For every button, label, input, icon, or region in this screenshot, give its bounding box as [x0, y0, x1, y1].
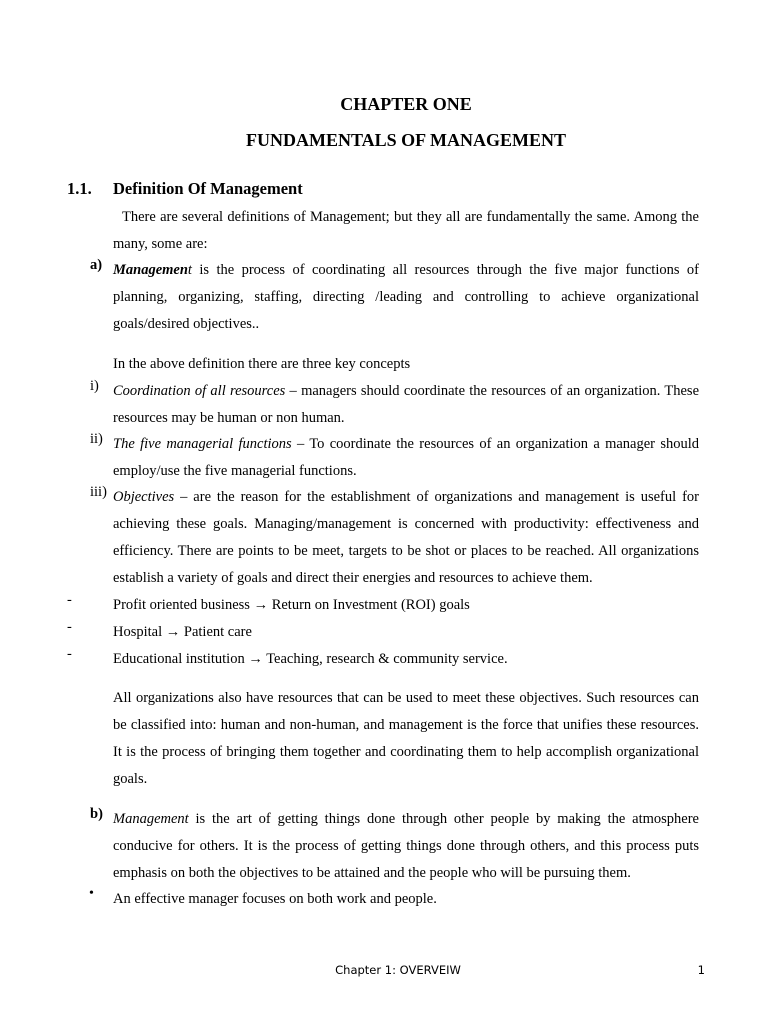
definition-a-term-end: t	[187, 262, 192, 278]
definition-a-paragraph	[113, 257, 699, 338]
example-3	[113, 646, 699, 673]
concept-3-marker: iii)	[90, 484, 107, 500]
section-number: 1.1.	[67, 179, 92, 198]
example-3-to: Teaching, research & community service.	[266, 651, 508, 667]
arrow-icon: →	[248, 651, 263, 667]
concept-3-paragraph	[113, 484, 699, 592]
example-2-to: Patient care	[183, 624, 252, 640]
concept-1-text: – managers should coordinate the resources of an organization. These resources may be human or non human.	[113, 383, 700, 426]
definition-b-marker: b)	[90, 806, 103, 822]
definition-a-marker: a)	[90, 257, 103, 273]
example-2-from: Hospital	[113, 624, 163, 640]
arrow-icon: →	[253, 597, 269, 613]
definition-b-text: is the art of getting things done through other people by making the atmosphere conducive for others. It is the process of getting things done through others, and this process puts emphasis on both the objectives to be attained and the people who will be pursuing them.	[113, 811, 699, 881]
key-concepts-intro: In the above definition there are three key concepts	[113, 356, 411, 372]
definition-a-term: Managemen	[113, 262, 188, 278]
example-1-dash: -	[67, 592, 72, 608]
resources-paragraph: All organizations also have resources that can be used to meet these objectives. Such resources can be classified into: human and non-human, and management is the force that unifies these resources. It is the process of bringing them together and coordinating them to help accomplish organizational goals.	[113, 690, 699, 787]
arrow-icon: →	[165, 624, 181, 640]
concept-3-term: Objectives	[113, 489, 175, 505]
concept-2-text: – To coordinate the resources of an organization a manager should employ/use the five managerial functions.	[113, 436, 699, 479]
definition-b-term: Management	[113, 811, 189, 827]
page-number: 1	[697, 963, 705, 977]
concept-3-text: – are the reason for the establishment of organizations and management is useful for achieving these goals. Managing/management is concerned with productivity: effectiveness and efficiency. There are points to be meet, targets to be shot or places to be reached. All organizations establish a variety of goals and direct their energies and resources to achieve them.	[113, 489, 699, 586]
document-title: FUNDAMENTALS OF MANAGEMENT	[246, 130, 566, 150]
definition-a-text: is the process of coordinating all resources through the five major functions of planning, organizing, staffing, directing /leading and controlling to achieve organizational goals/desired objectives..	[113, 262, 699, 332]
example-2-dash: -	[67, 619, 72, 635]
concept-2-term: The five managerial functions	[113, 436, 292, 452]
example-1-to: Return on Investment (ROI) goals	[271, 597, 470, 613]
intro-paragraph: There are several definitions of Management; but they all are fundamentally the same. Among the many, some are:	[113, 209, 699, 252]
example-1	[113, 592, 699, 619]
section-title: Definition Of Management	[113, 179, 303, 198]
example-3-dash: -	[67, 646, 72, 662]
concept-1-paragraph	[113, 378, 699, 432]
definition-b-paragraph	[113, 806, 699, 887]
concept-2-paragraph	[113, 431, 699, 485]
concept-1-term: Coordination of all resources	[113, 383, 286, 399]
example-3-from: Educational institution	[113, 651, 245, 667]
bullet-text: An effective manager focuses on both work and people.	[113, 891, 437, 907]
footer-chapter-label: Chapter 1: OVERVEIW	[335, 963, 461, 977]
chapter-heading: CHAPTER ONE	[340, 94, 472, 114]
concept-1-marker: i)	[90, 378, 99, 394]
bullet-icon: •	[89, 886, 94, 901]
example-1-from: Profit oriented business	[113, 597, 250, 613]
concept-2-marker: ii)	[90, 431, 103, 447]
example-2	[113, 619, 699, 646]
